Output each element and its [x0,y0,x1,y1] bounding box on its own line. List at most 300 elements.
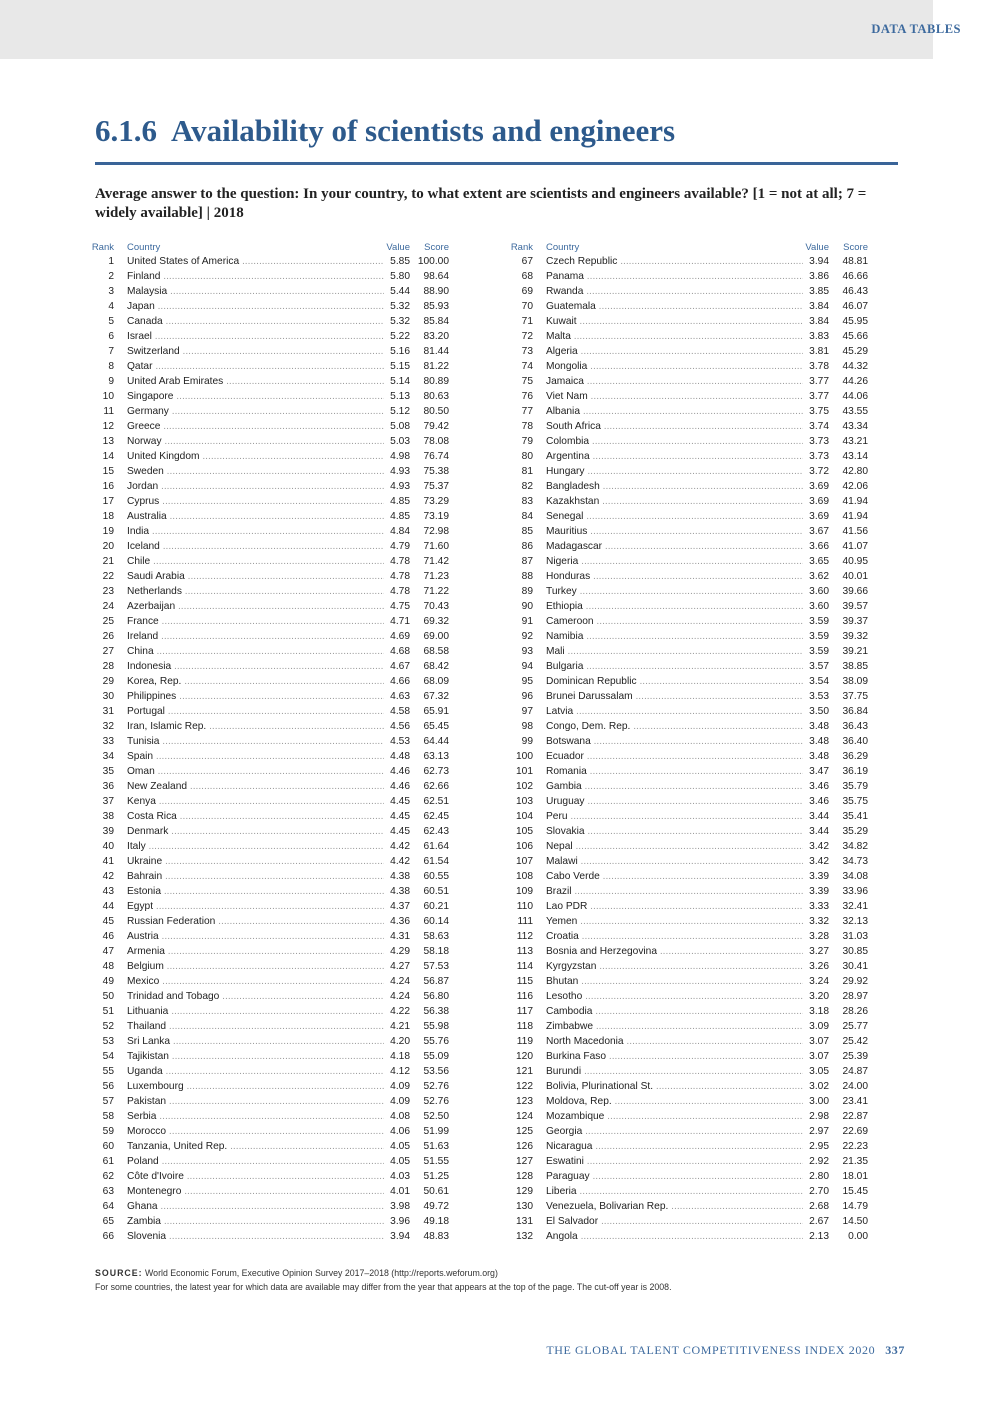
cell-value: 2.67 [803,1214,829,1229]
cell-country: Lithuania ..... [127,1004,408,1019]
cell-score: 14.50 [842,1216,868,1227]
cell-score: 48.81 [842,256,868,267]
table-row [88,1004,473,1019]
cell-country: Albania ..... [546,404,827,419]
table-row [88,419,473,434]
cell-rank: 109 [516,886,533,897]
cell-country: Russian Federation ..... [127,914,408,929]
cell-rank: 6 [108,331,114,342]
cell-country: Trinidad and Tobago ..... [127,989,408,1004]
table-row [507,689,892,704]
table-row [507,1049,892,1064]
cell-score: 39.37 [842,616,868,627]
cell-score: 61.64 [423,841,449,852]
cell-rank: 88 [521,571,533,582]
cell-rank: 15 [102,466,114,477]
table-row [88,434,473,449]
footnote: For some countries, the latest year for which data are available may differ from the year that appears at the top of the page. The cut-off year is 2008. [95,1282,672,1292]
cell-score: 70.43 [423,601,449,612]
cell-value: 4.31 [384,929,410,944]
cell-score: 41.94 [842,511,868,522]
cell-rank: 108 [516,871,533,882]
cell-rank: 2 [108,271,114,282]
header-score: Score [843,242,868,253]
cell-score: 60.21 [423,901,449,912]
table-row [88,929,473,944]
cell-country: Nicaragua ..... [546,1139,827,1154]
cell-country: Bangladesh ..... [546,479,827,494]
table-row [88,1049,473,1064]
cell-score: 85.84 [423,316,449,327]
cell-rank: 131 [516,1216,533,1227]
cell-country: Malaysia ..... [127,284,408,299]
cell-rank: 102 [516,781,533,792]
cell-value: 4.85 [384,509,410,524]
table-row [88,1064,473,1079]
cell-score: 36.84 [842,706,868,717]
footer-notes [95,1266,672,1294]
cell-rank: 46 [102,931,114,942]
cell-score: 80.89 [423,376,449,387]
cell-value: 3.46 [803,779,829,794]
table-row [88,734,473,749]
cell-rank: 19 [102,526,114,537]
cell-country: Germany ..... [127,404,408,419]
cell-country: Kenya ..... [127,794,408,809]
cell-rank: 49 [102,976,114,987]
cell-rank: 113 [516,946,533,957]
cell-rank: 129 [516,1186,533,1197]
cell-score: 52.50 [423,1111,449,1122]
cell-value: 3.69 [803,479,829,494]
cell-value: 3.48 [803,734,829,749]
cell-country: Burkina Faso ..... [546,1049,827,1064]
cell-score: 42.80 [842,466,868,477]
table-row [88,899,473,914]
cell-rank: 72 [521,331,533,342]
table-row [88,764,473,779]
cell-rank: 44 [102,901,114,912]
cell-country: France ..... [127,614,408,629]
cell-value: 4.69 [384,629,410,644]
cell-value: 4.53 [384,734,410,749]
cell-country: Iran, Islamic Rep. ..... [127,719,408,734]
cell-value: 5.15 [384,359,410,374]
cell-rank: 126 [516,1141,533,1152]
cell-value: 3.83 [803,329,829,344]
cell-country: Costa Rica ..... [127,809,408,824]
cell-score: 45.29 [842,346,868,357]
cell-country: Portugal ..... [127,704,408,719]
cell-score: 22.87 [842,1111,868,1122]
cell-rank: 84 [521,511,533,522]
table-row [88,674,473,689]
table-row [507,719,892,734]
cell-value: 4.09 [384,1094,410,1109]
cell-value: 3.60 [803,584,829,599]
cell-score: 44.06 [842,391,868,402]
page-number: 337 [885,1343,905,1357]
cell-score: 80.50 [423,406,449,417]
cell-country: Pakistan ..... [127,1094,408,1109]
cell-country: Ireland ..... [127,629,408,644]
cell-score: 31.03 [842,931,868,942]
cell-score: 76.74 [423,451,449,462]
cell-country: Ukraine ..... [127,854,408,869]
table-row [88,1034,473,1049]
cell-rank: 125 [516,1126,533,1137]
cell-value: 2.95 [803,1139,829,1154]
cell-score: 39.32 [842,631,868,642]
table-row [507,569,892,584]
cell-country: Nigeria ..... [546,554,827,569]
cell-country: El Salvador ..... [546,1214,827,1229]
cell-value: 3.66 [803,539,829,554]
cell-rank: 63 [102,1186,114,1197]
table-row [507,1139,892,1154]
cell-score: 67.32 [423,691,449,702]
table-row [507,614,892,629]
cell-value: 4.22 [384,1004,410,1019]
cell-value: 3.86 [803,269,829,284]
header-rank: Rank [510,242,533,253]
cell-country: Indonesia ..... [127,659,408,674]
cell-score: 43.34 [842,421,868,432]
cell-country: Nepal ..... [546,839,827,854]
cell-country: Namibia ..... [546,629,827,644]
cell-country: Kuwait ..... [546,314,827,329]
cell-country: Oman ..... [127,764,408,779]
cell-rank: 115 [516,976,533,987]
cell-value: 3.24 [803,974,829,989]
cell-country: Sri Lanka ..... [127,1034,408,1049]
cell-country: Mozambique ..... [546,1109,827,1124]
cell-score: 52.76 [423,1081,449,1092]
cell-score: 44.32 [842,361,868,372]
cell-rank: 5 [108,316,114,327]
cell-rank: 42 [102,871,114,882]
table-row [88,524,473,539]
cell-value: 4.01 [384,1184,410,1199]
cell-rank: 27 [102,646,114,657]
cell-value: 5.32 [384,299,410,314]
cell-value: 4.27 [384,959,410,974]
cell-score: 30.41 [842,961,868,972]
cell-score: 61.54 [423,856,449,867]
table-row [507,839,892,854]
cell-value: 5.13 [384,389,410,404]
cell-score: 24.87 [842,1066,868,1077]
cell-score: 53.56 [423,1066,449,1077]
table-row [88,659,473,674]
table-row [507,749,892,764]
cell-value: 3.48 [803,749,829,764]
cell-rank: 90 [521,601,533,612]
cell-value: 4.45 [384,824,410,839]
cell-rank: 50 [102,991,114,1002]
cell-country: Italy ..... [127,839,408,854]
cell-country: Switzerland ..... [127,344,408,359]
cell-value: 3.85 [803,284,829,299]
table-row [507,359,892,374]
cell-score: 65.45 [423,721,449,732]
cell-score: 51.99 [423,1126,449,1137]
cell-country: Cabo Verde ..... [546,869,827,884]
cell-rank: 11 [103,406,114,417]
cell-score: 62.51 [423,796,449,807]
cell-rank: 97 [521,706,533,717]
cell-value: 3.74 [803,419,829,434]
cell-score: 100.00 [417,256,449,267]
cell-value: 4.21 [384,1019,410,1034]
cell-rank: 53 [102,1036,114,1047]
cell-score: 85.93 [423,301,449,312]
table-row [507,1004,892,1019]
table-row [88,464,473,479]
cell-value: 3.60 [803,599,829,614]
cell-country: United States of America ..... [127,254,408,269]
cell-score: 71.22 [423,586,449,597]
cell-value: 4.08 [384,1109,410,1124]
cell-rank: 58 [102,1111,114,1122]
table-row [507,599,892,614]
cell-value: 3.39 [803,884,829,899]
cell-score: 62.73 [423,766,449,777]
cell-score: 24.00 [842,1081,868,1092]
cell-value: 4.29 [384,944,410,959]
cell-country: Mongolia ..... [546,359,827,374]
cell-rank: 52 [102,1021,114,1032]
cell-score: 30.85 [842,946,868,957]
table-row [507,1094,892,1109]
cell-value: 3.84 [803,314,829,329]
cell-score: 56.87 [423,976,449,987]
table-row [88,554,473,569]
cell-country: Mexico ..... [127,974,408,989]
table-row [507,584,892,599]
cell-score: 58.63 [423,931,449,942]
cell-score: 39.66 [842,586,868,597]
cell-country: Jordan ..... [127,479,408,494]
table-row [507,704,892,719]
cell-value: 4.42 [384,854,410,869]
cell-country: Algeria ..... [546,344,827,359]
table-row [88,629,473,644]
cell-value: 4.79 [384,539,410,554]
table-row [507,809,892,824]
cell-value: 5.32 [384,314,410,329]
cell-country: Cambodia ..... [546,1004,827,1019]
cell-value: 4.38 [384,869,410,884]
cell-rank: 16 [102,481,114,492]
cell-country: Cameroon ..... [546,614,827,629]
cell-score: 50.61 [423,1186,449,1197]
table-row [88,704,473,719]
cell-rank: 48 [102,961,114,972]
cell-score: 46.43 [842,286,868,297]
cell-country: Senegal ..... [546,509,827,524]
cell-country: Czech Republic ..... [546,254,827,269]
cell-value: 5.03 [384,434,410,449]
table-row [507,1124,892,1139]
cell-value: 3.00 [803,1094,829,1109]
table-row [88,374,473,389]
cell-country: Montenegro ..... [127,1184,408,1199]
cell-value: 3.59 [803,644,829,659]
cell-value: 4.58 [384,704,410,719]
cell-score: 81.22 [423,361,449,372]
cell-score: 14.79 [842,1201,868,1212]
cell-rank: 18 [102,511,114,522]
cell-value: 3.73 [803,449,829,464]
cell-value: 2.80 [803,1169,829,1184]
cell-score: 23.41 [842,1096,868,1107]
cell-rank: 59 [102,1126,114,1137]
cell-country: Norway ..... [127,434,408,449]
table-row [88,254,473,269]
table-row [88,329,473,344]
cell-value: 4.20 [384,1034,410,1049]
table-row [88,974,473,989]
table-row [507,269,892,284]
cell-country: Australia ..... [127,509,408,524]
table-row [507,1154,892,1169]
cell-country: Austria ..... [127,929,408,944]
table-row [88,269,473,284]
cell-score: 45.95 [842,316,868,327]
cell-score: 35.75 [842,796,868,807]
cell-value: 4.98 [384,449,410,464]
table-row [507,794,892,809]
cell-country: Egypt ..... [127,899,408,914]
cell-value: 3.59 [803,629,829,644]
table-row [88,1199,473,1214]
table-row [88,914,473,929]
cell-country: Tanzania, United Rep. ..... [127,1139,408,1154]
cell-value: 5.22 [384,329,410,344]
table-row [88,854,473,869]
cell-score: 62.45 [423,811,449,822]
cell-country: Madagascar ..... [546,539,827,554]
cell-country: Sweden ..... [127,464,408,479]
table-row [88,494,473,509]
table-row [88,299,473,314]
cell-rank: 45 [102,916,114,927]
cell-value: 4.09 [384,1079,410,1094]
cell-rank: 106 [516,841,533,852]
cell-rank: 92 [521,631,533,642]
cell-rank: 122 [516,1081,533,1092]
cell-value: 3.96 [384,1214,410,1229]
cell-score: 75.38 [423,466,449,477]
cell-country: Bhutan ..... [546,974,827,989]
cell-score: 39.57 [842,601,868,612]
cell-rank: 21 [102,556,114,567]
cell-value: 4.05 [384,1139,410,1154]
cell-value: 3.69 [803,494,829,509]
cell-value: 4.42 [384,839,410,854]
cell-score: 60.51 [423,886,449,897]
table-row [507,944,892,959]
cell-country: Romania ..... [546,764,827,779]
cell-rank: 79 [521,436,533,447]
table-row [507,284,892,299]
cell-value: 3.73 [803,434,829,449]
cell-rank: 39 [102,826,114,837]
cell-country: India ..... [127,524,408,539]
table-row [88,1139,473,1154]
cell-value: 5.12 [384,404,410,419]
cell-rank: 101 [516,766,533,777]
cell-country: New Zealand ..... [127,779,408,794]
cell-country: Mali ..... [546,644,827,659]
table-row [88,314,473,329]
cell-rank: 3 [108,286,114,297]
cell-score: 34.82 [842,841,868,852]
cell-rank: 17 [102,496,114,507]
table-row [88,1094,473,1109]
cell-country: Viet Nam ..... [546,389,827,404]
cell-value: 3.32 [803,914,829,929]
cell-value: 2.70 [803,1184,829,1199]
cell-value: 3.69 [803,509,829,524]
cell-score: 71.60 [423,541,449,552]
cell-score: 46.07 [842,301,868,312]
cell-score: 68.09 [423,676,449,687]
cell-country: United Arab Emirates ..... [127,374,408,389]
cell-rank: 24 [102,601,114,612]
cell-rank: 54 [102,1051,114,1062]
table-row [507,1184,892,1199]
cell-rank: 76 [521,391,533,402]
cell-country: Yemen ..... [546,914,827,929]
cell-score: 25.42 [842,1036,868,1047]
cell-value: 3.72 [803,464,829,479]
cell-score: 56.38 [423,1006,449,1017]
cell-rank: 75 [521,376,533,387]
cell-score: 78.08 [423,436,449,447]
cell-rank: 64 [102,1201,114,1212]
cell-value: 4.45 [384,809,410,824]
cell-rank: 32 [102,721,114,732]
table-row [88,509,473,524]
cell-country: Mauritius ..... [546,524,827,539]
cell-score: 38.85 [842,661,868,672]
table-row [507,539,892,554]
cell-value: 4.37 [384,899,410,914]
table-row [88,884,473,899]
header-band [0,0,933,59]
header-score: Score [424,242,449,253]
cell-score: 51.55 [423,1156,449,1167]
cell-rank: 70 [521,301,533,312]
cell-score: 98.64 [423,271,449,282]
cell-country: Qatar ..... [127,359,408,374]
cell-country: Brazil ..... [546,884,827,899]
table-row [88,1019,473,1034]
cell-rank: 95 [521,676,533,687]
cell-rank: 1 [108,256,114,267]
cell-score: 36.40 [842,736,868,747]
cell-country: Bahrain ..... [127,869,408,884]
table-row [88,944,473,959]
cell-rank: 29 [102,676,114,687]
cell-country: Korea, Rep. ..... [127,674,408,689]
table-row [88,1229,473,1244]
page-footer [546,1343,905,1358]
cell-country: South Africa ..... [546,419,827,434]
cell-country: Israel ..... [127,329,408,344]
